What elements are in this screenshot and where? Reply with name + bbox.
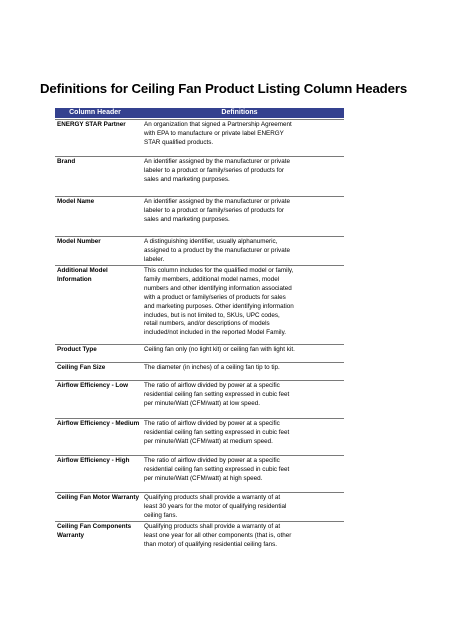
table-row [55,156,344,183]
row-term [57,238,141,247]
table-row [55,455,344,482]
row-definition-line: ceiling fans. [144,511,178,519]
row-definition [144,420,344,447]
row-term-line: Airflow Efficiency - Medium [57,420,140,427]
row-definition-line: per minute/Watt (CFM/watt) at high speed. [144,474,263,482]
row-definition-line: A distinguishing identifier, usually alphanumeric, [144,238,278,245]
row-definition-line: least 30 years for the motor of qualifying residential [144,502,287,510]
row-term-line: Airflow Efficiency - Low [57,382,129,389]
row-definition-line: labeler to a product or family/series of products for [144,206,284,214]
row-term [57,346,141,355]
row-definition [144,121,344,148]
row-term-line: Ceiling Fan Motor Warranty [57,494,139,501]
row-definition-line: least one year for all other components (that is, other [144,531,292,539]
table-row [55,236,344,263]
row-definition-line: included/not included in the reported Model Family. [144,329,286,337]
row-definition-line: per minute/Watt (CFM/watt) at medium speed. [144,437,273,445]
row-definition [144,457,344,484]
row-definition-line: An identifier assigned by the manufacturer or private [144,198,290,205]
row-definition-line: Qualifying products shall provide a warranty of at [144,494,281,501]
row-term [57,420,141,429]
row-term-line: Product Type [57,346,97,353]
row-definition-line: retail numbers, and/or descriptions of models [144,320,270,328]
row-definition-line: labeler. [144,255,165,263]
row-term [57,198,141,207]
row-definition-line: The ratio of airflow divided by power at a specific [144,382,280,389]
row-term-line: Ceiling Fan Size [57,364,106,371]
row-definition-line: Qualifying products shall provide a warranty of at [144,523,281,530]
table-row [55,119,344,146]
row-definition-line: This column includes for the qualified model or family, [144,267,294,274]
row-term [57,267,141,285]
row-term-line: Additional Model [57,267,108,274]
row-term [57,523,141,541]
row-term-line: ENERGY STAR Partner [57,121,126,128]
row-definition-line: per minute/Watt (CFM/watt) at low speed. [144,399,260,407]
row-definition-line: and marketing purposes. Other identifying information [144,302,294,310]
row-definition [144,198,344,225]
row-definition-line: with EPA to manufacture or private label ENERGY [144,129,284,137]
row-definition-line: than motor) of qualifying residential ceiling fans. [144,540,278,548]
table-row [55,362,344,371]
row-definition [144,158,344,185]
table-header [55,108,344,118]
row-definition-line: An organization that signed a Partnership Agreement [144,121,292,128]
definitions-table [55,108,344,548]
row-definition [144,346,344,355]
table-row [55,521,344,548]
row-term-line: Warranty [57,531,85,539]
row-definition-line: The ratio of airflow divided by power at a specific [144,420,280,427]
row-definition-line: sales and marketing purposes. [144,175,230,183]
table-row [55,380,344,407]
row-term-line: Information [57,275,92,283]
row-definition-line: residential ceiling fan setting expressed in cubic feet [144,465,290,473]
row-definition-line: residential ceiling fan setting expressed in cubic feet [144,390,290,398]
row-definition-line: assigned to a product by the manufacturer or private [144,246,290,254]
row-definition-line: Ceiling fan only (no light kit) or ceiling fan with light kit. [144,346,295,353]
page-title: Definitions for Ceiling Fan Product Listing Column Headers [40,81,408,96]
table-row [55,492,344,519]
row-term-line: Ceiling Fan Components [57,523,132,530]
row-term [57,494,141,503]
row-term-line: Airflow Efficiency - High [57,457,130,464]
table-row [55,418,344,445]
row-definition-line: STAR qualified products. [144,138,214,146]
row-term [57,382,141,391]
table-row [55,196,344,223]
row-term [57,121,141,130]
table-row [55,344,344,353]
row-term [57,158,141,167]
row-definition [144,523,344,550]
row-term-line: Brand [57,158,76,165]
row-term-line: Model Name [57,198,95,205]
row-definition [144,238,344,265]
row-definition [144,267,344,338]
row-definition-line: includes, but is not limited to, SKUs, UPC codes, [144,311,280,319]
row-definition-line: An identifier assigned by the manufacturer or private [144,158,290,165]
table-row [55,265,344,337]
row-definition-line: sales and marketing purposes. [144,215,230,223]
row-term [57,364,141,373]
row-definition-line: with a product or family/series of products for sales [144,293,286,301]
row-definition [144,364,344,373]
row-definition [144,494,344,521]
row-term [57,457,141,466]
row-definition-line: labeler to a product or family/series of products for [144,166,284,174]
row-definition-line: The ratio of airflow divided by power at a specific [144,457,280,464]
row-term-line: Model Number [57,238,101,245]
row-definition-line: The diameter (in inches) of a ceiling fan tip to tip. [144,364,280,371]
column-header-label: Column Header [69,109,121,116]
row-definition [144,382,344,409]
row-definition-line: numbers and other identifying information associated [144,284,292,292]
definitions-header-label: Definitions [221,109,258,116]
row-definition-line: family members, additional model names, model [144,275,280,283]
row-definition-line: residential ceiling fan setting expressed in cubic feet [144,428,290,436]
